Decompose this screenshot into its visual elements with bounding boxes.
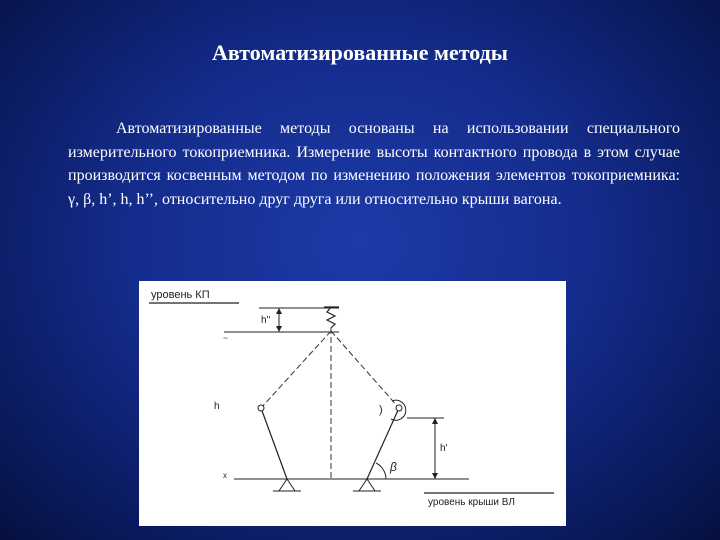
lower-arm-left: [261, 408, 287, 479]
h-double-prime-arrowhead-top: [276, 308, 282, 314]
beta-label: β: [390, 460, 397, 474]
upper-arm-left: [261, 331, 331, 408]
gamma-label: ): [379, 404, 383, 416]
knee-joint-right: [396, 405, 402, 411]
beta-angle-arc: [376, 463, 386, 479]
small-label-bottom: х: [223, 471, 227, 480]
h-prime-label: h': [440, 443, 448, 454]
h-prime-arrowhead-bottom: [432, 473, 438, 479]
body-paragraph: Автоматизированные методы основаны на использовании специального измерительного токоприемника. Измерение высоты контактного провода в этом случае производится косвенным методом по изменению положения элементов токоприемника: γ, β, h’, h, h’’, относительно друг друга или относительно крыши вагона.: [68, 120, 680, 208]
base-support-right: [359, 479, 375, 491]
knee-joint-left: [258, 405, 264, 411]
contact-spring: [324, 307, 339, 328]
h-double-prime-arrowhead-bottom: [276, 326, 282, 332]
pantograph-diagram: [139, 281, 566, 526]
roof-level-label: уровень крыши ВЛ: [428, 497, 515, 508]
small-label-top: ~: [223, 334, 228, 343]
upper-arm-right: [331, 331, 399, 408]
h-label: h: [214, 401, 220, 412]
base-support-left: [279, 479, 295, 491]
h-double-prime-label: h'': [261, 315, 271, 326]
slide-title: Автоматизированные методы: [212, 40, 508, 65]
h-prime-arrowhead-top: [432, 418, 438, 424]
kp-level-label: уровень КП: [151, 289, 210, 301]
